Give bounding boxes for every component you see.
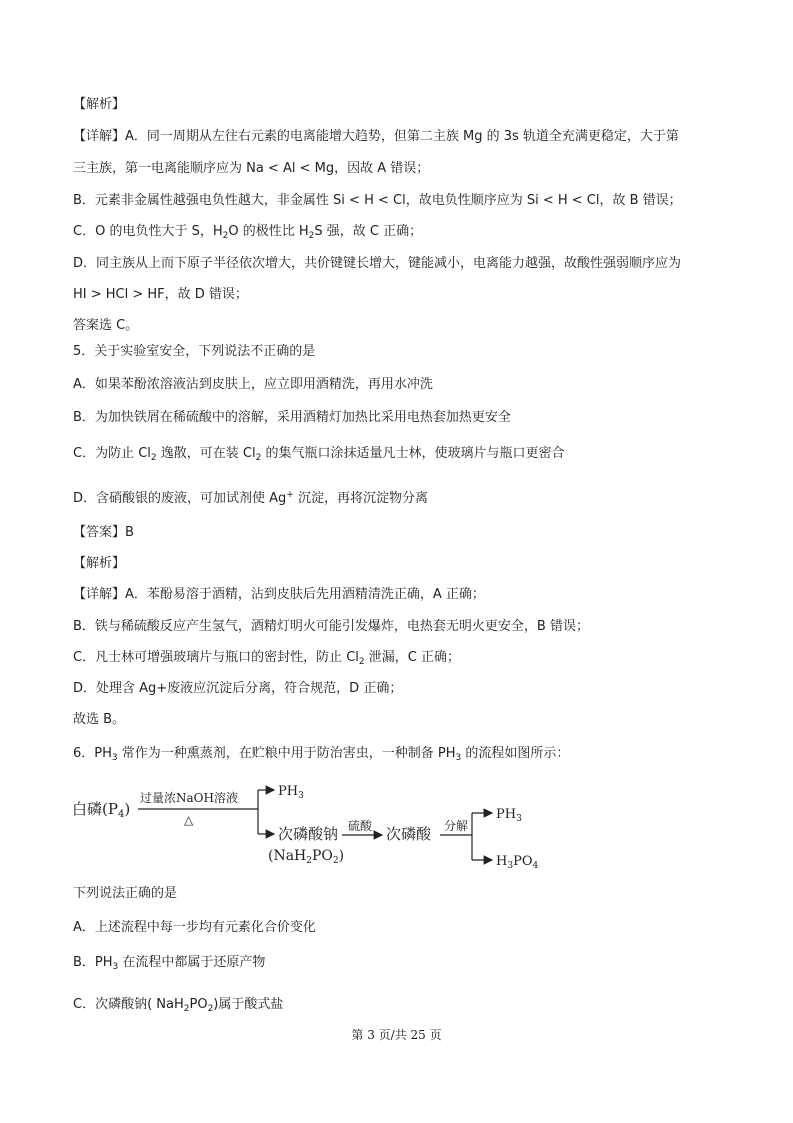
subscript: 3 <box>455 753 462 763</box>
q4-detail-c-text: O 的极性比 H <box>228 224 309 239</box>
q4-conclusion: 答案选 C。 <box>73 318 139 333</box>
q6-stem <box>73 746 569 766</box>
analysis-label: 【解析】 <box>73 97 126 112</box>
q5-option-c-text: C．为防止 Cl <box>73 446 151 461</box>
subscript: 2 <box>308 231 315 241</box>
q4-detail-a-line1: 【详解】A．同一周期从左往右元素的电离能增大趋势，但第二主族 Mg 的 3s 轨道全充满更稳定，大于第 <box>73 129 679 144</box>
subscript: 2 <box>255 453 262 463</box>
subscript: 2 <box>222 231 229 241</box>
ph3-preparation-flowchart <box>70 778 590 878</box>
q5-option-b: B．为加快铁屑在稀硫酸中的溶解，采用酒精灯加热比采用电热套加热更安全 <box>73 410 511 425</box>
subscript: 3 <box>111 753 118 763</box>
q6-option-c-text: C．次磷酸钠( NaH <box>73 997 184 1012</box>
output-ph3-label: $PH_3$ <box>496 807 522 824</box>
decompose-label: 分解 <box>444 819 469 833</box>
q5-option-d-text: 沉淀，再将沉淀物分离 <box>293 491 428 506</box>
q4-detail-c-text: S 强，故 C 正确； <box>314 224 423 239</box>
superscript: + <box>286 490 294 500</box>
q5-option-a: A．如果苯酚浓溶液沾到皮肤上，应立即用酒精洗，再用水冲洗 <box>73 377 433 392</box>
q5-option-d <box>73 487 428 507</box>
q6-stem-text: 常作为一种熏蒸剂，在贮粮中用于防治害虫，一种制备 PH <box>117 746 456 761</box>
sodium-hypophosphite-formula: $(NaH_2PO_2)$ <box>268 848 345 866</box>
subscript: 2 <box>207 1004 214 1014</box>
q6-option-c <box>73 997 283 1017</box>
q4-detail-c <box>73 224 422 244</box>
q4-detail-d-line2: HI > HCl > HF，故 D 错误； <box>73 287 248 302</box>
q5-option-c-text: 的集气瓶口涂抹适量凡士林，使玻璃片与瓶口更密合 <box>261 446 565 461</box>
q6-option-b <box>73 955 265 975</box>
subscript: 2 <box>358 657 365 667</box>
q5-option-c <box>73 446 564 466</box>
sodium-hypophosphite-label: 次磷酸钠 <box>278 825 339 843</box>
q6-option-b-text: 在流程中都属于还原产物 <box>118 955 266 970</box>
white-phosphorus-label: 白磷$(P_4)$ <box>72 800 131 820</box>
subscript: 3 <box>112 962 119 972</box>
page-footer: 第 3 页/共 25 页 <box>351 1028 442 1042</box>
q6-stem-text: 6．PH <box>73 746 112 761</box>
q5-option-c-text: 逸散，可在装 Cl <box>156 446 256 461</box>
q6-option-c-text: )属于酸式盐 <box>213 997 284 1012</box>
q4-detail-a-line2: 三主族，第一电离能顺序应为 Na < Al < Mg，因故 A 错误； <box>73 161 430 176</box>
heat-symbol: △ <box>184 813 194 827</box>
subscript: 2 <box>150 453 157 463</box>
q6-option-b-text: B．PH <box>73 955 113 970</box>
product-ph3-label: $PH_3$ <box>278 784 304 801</box>
q5-detail-c-text: C．凡士林可增强玻璃片与瓶口的密封性，防止 Cl <box>73 650 359 665</box>
q4-detail-c-text: C．O 的电负性大于 S，H <box>73 224 223 239</box>
q5-answer: 【答案】B <box>73 525 134 540</box>
q5-detail-b: B．铁与稀硫酸反应产生氢气，酒精灯明火可能引发爆炸，电热套无明火更安全，B 错误； <box>73 619 589 634</box>
q6-question: 下列说法正确的是 <box>73 886 178 901</box>
q5-detail-c-text: 泄漏，C 正确； <box>364 650 460 665</box>
reagent-sulfuric-acid-label: 硫酸 <box>348 819 373 833</box>
q6-option-c-text: PO <box>189 997 208 1012</box>
q6-option-a: A．上述流程中每一步均有元素化合价变化 <box>73 920 316 935</box>
q4-detail-b: B．元素非金属性越强电负性越大，非金属性 Si < H < Cl，故电负性顺序应为 Si < H < Cl，故 B 错误； <box>73 193 682 208</box>
q5-detail-d: D．处理含 Ag+废液应沉淀后分离，符合规范，D 正确； <box>73 681 403 696</box>
q6-stem-text: 的流程如图所示： <box>461 746 570 761</box>
reagent-naoh-label: 过量浓NaOH溶液 <box>140 791 238 805</box>
q5-stem: 5．关于实验室安全，下列说法不正确的是 <box>73 344 316 359</box>
output-h3po4-label: $H_3PO_4$ <box>496 854 539 871</box>
q4-detail-d-line1: D．同主族从上而下原子半径依次增大，共价键键长增大，键能减小，电离能力越强，故酸性强弱顺序应为 <box>73 256 682 271</box>
subscript: 2 <box>183 1004 190 1014</box>
hypophosphorous-acid-label: 次磷酸 <box>386 825 432 843</box>
q5-detail-a: 【详解】A．苯酚易溶于酒精，沾到皮肤后先用酒精清洗正确，A 正确； <box>73 587 485 602</box>
q5-detail-c <box>73 650 460 670</box>
q5-conclusion: 故选 B。 <box>73 712 126 727</box>
q5-option-d-text: D．含硝酸银的废液，可加试剂使 Ag <box>73 491 287 506</box>
q5-analysis-label: 【解析】 <box>73 556 126 571</box>
